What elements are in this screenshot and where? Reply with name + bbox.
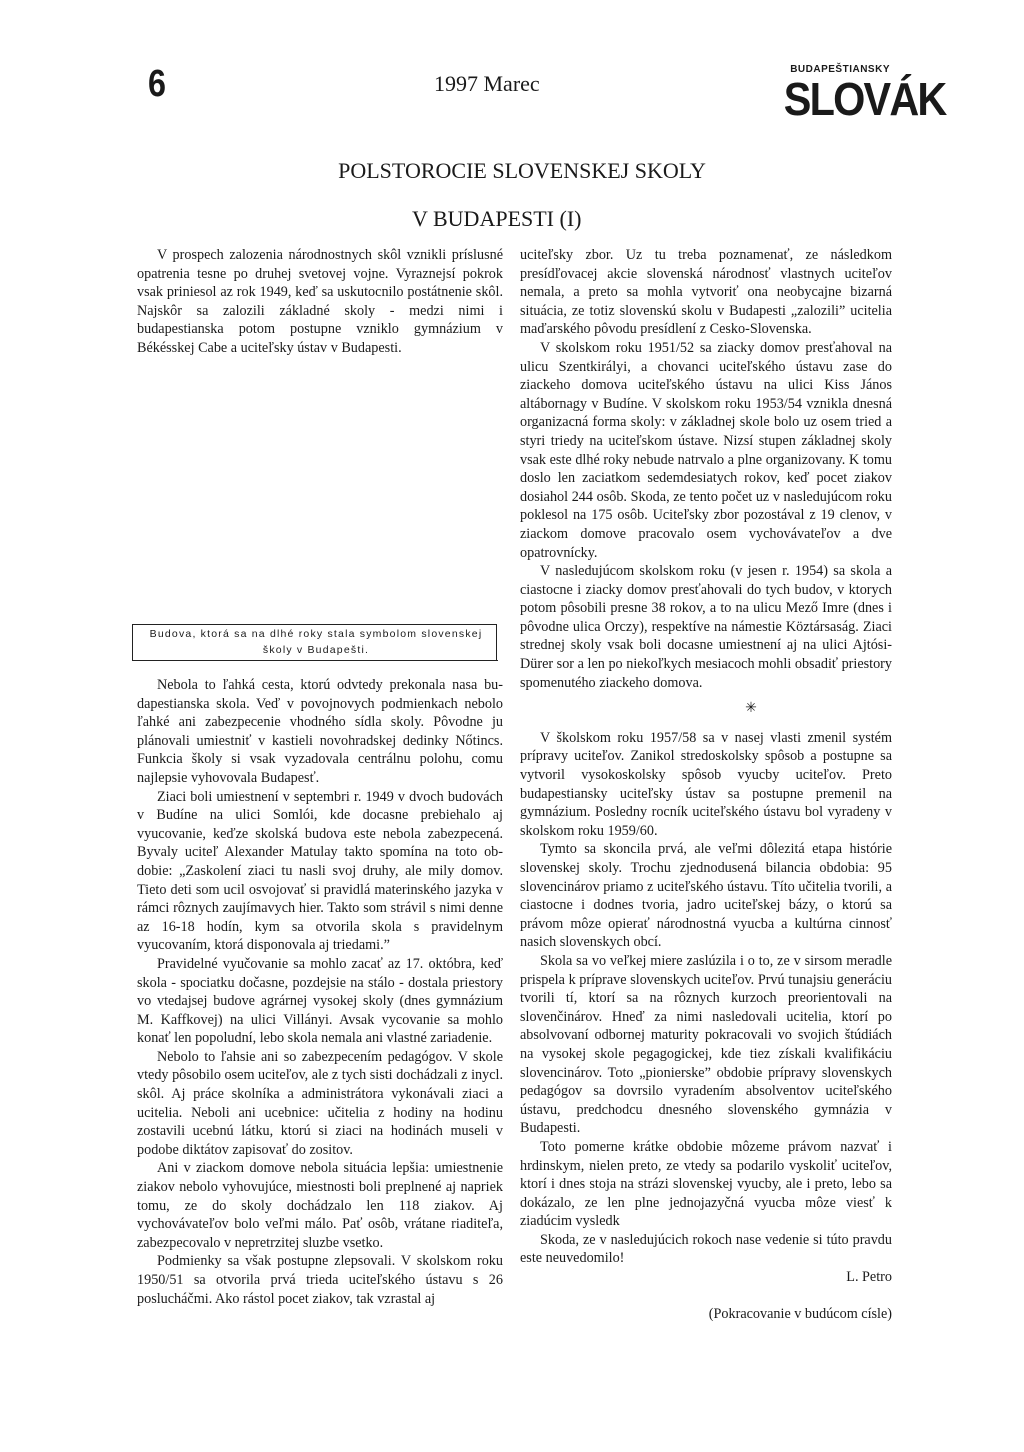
body-paragraph: Podmienky sa však postupne zlepsovali. V skolskom roku 1950/51 sa otvorila prvá trieda uciteľského ústavu s 26 poslucháčmi. Ako rástol pocet ziakov, tak vzrastal aj [137, 1253, 503, 1307]
body-paragraph: V skolskom roku 1951/52 sa ziacky domov presťahoval na ulicu Szentkirályi, a chovanci uciteľského ústavu zase do ziackeho domova uciteľského ústavu na ulici Kiss János altábornagy v Budíne. V skolskom roku 1953/54 vznikla dnesná organizacná forma skoly: v základnej skole bolo uz osem tried a styri triedy na uciteľskom ústave. Nizsí stupen základnej skoly vsak este dlhé roky nebude natrvalo a plne organizovany. K tomu doslo len zaciatkom sedemdesiatych rokov, keď pocet ziakov dosiahol 244 osôb. Skoda, ze tento počet uz v nasledujúcom roku poklesol na 175 osôb. Uciteľsky zbor pozostával z 19 clenov, v ziackom domove pracovalo osem vychovávateľov a dve opatrovnícky. [520, 339, 892, 561]
left-intro-column [137, 246, 503, 358]
body-paragraph: Ani v ziackom domove nebola situácia lepšia: umiestnenie ziakov nebolo vyhovujúce, miestnosti boli preplnené aj napriek tomu, ze do skoly dochádzalo len 118 ziakov. Aj vychovávateľov bolo veľmi málo. Pať osôb, vrátane riaditeľa, zabezpecovalo v nepretrzitej sluzbe vsetko. [137, 1160, 503, 1251]
article-title-line1: POLSTOROCIE SLOVENSKEJ SKOLY [338, 158, 706, 183]
building-photo [132, 372, 502, 622]
page-number: 6 [148, 63, 166, 105]
body-paragraph: Ziaci boli umiestnení v septembri r. 1949 v dvoch budovách v Budíne na ulici Somlói, kde docasne prebiehalo aj vyucovanie, keďze skolská budova este nebola zabezpecená. Byvaly uciteľ Alexander Matulay takto spomína na toto obdobie: „Zaskolení ziaci tu nasli svoj druhy, ale mily domov. Tieto deti som ucil osvojovať si pravidlá materinského jazyka v rámci rôznych zaujímavych hier. Takto som strávil s nimi denne az 16-18 hodín, kym sa otvorila skola s pravidelnym vyucovaním, ktorá disponovala aj triedami.” [137, 788, 503, 954]
masthead-tagline: BUDAPEŠTIANSKY [790, 64, 890, 75]
continued-note: (Pokracovanie v budúcom císle) [708, 1305, 892, 1322]
author-signature: L. Petro [846, 1269, 892, 1286]
article-title-line2: V BUDAPESTI (I) [412, 206, 582, 231]
section-separator-icon: ✳ [745, 701, 757, 717]
body-paragraph: uciteľsky zbor. Uz tu treba poznamenať, ze následkom presídľovacej akcie slovenská národnosť vlastnych uciteľov nemala, a preto sa mohla vytvoriť ona neobycajne bizarná situácia, ze totiz slovenskú skolu v Budapesti „zalozili” ucitelia maďarského pôvodu presídlení z Cesko-Slovenska. [520, 247, 892, 338]
body-paragraph: V nasledujúcom skolskom roku (v jesen r. 1954) sa skola a ciastocne i ziacky domov presťahovali do tych budov, v ktorych potom pôsobili presne 38 rokov, a to na ulicu Mező Imre (dnes i pôvodne ulica Orczy), respektíve na námestie Köztársaság. Ziaci strednej skoly vsak boli docasne umiestnení aj na ulici Ajtósi-Dürer sor a len po niekoľkych mesiacoch mohli obsadiť priestory spomenutého ziackeho domova. [520, 563, 892, 691]
body-paragraph: Skola sa vo veľkej miere zaslúzila i o to, ze v sirsom meradle prispela k príprave slovenskych uciteľov. Prvú tunajsiu generáciu tvorili tí, ktorí sa na rôznych kurzoch preorientovali na slovenčinárov. Hneď za nimi nasledovali ucitelia, ktorí po absolvovaní odbornej maturity pokracovali vo svojich štúdiách na vysokej skole pegagogickej, kde tiez získali kvalifikáciu slovencinárov. Toto „pionierske” obdobie prípravy slovenskych pedagógov sa dovrsilo vyradením absolventov uciteľského ústavu, predchodcu dnesného slovenského gymnázia v Budapesti. [520, 952, 892, 1137]
left-body-column [137, 676, 503, 1308]
body-paragraph: Toto pomerne krátke obdobie môzeme právom nazvať i hrdinskym, nielen preto, ze vtedy sa podarilo vyskoliť uciteľov, ktorí i dnes stoja na strázi slovenskej vyucby, ale i preto, lebo sa dokázalo, ze len plne jednojazyčná vyucba môze viesť k ziadúcim vysledk [520, 1138, 892, 1230]
body-paragraph: Nebolo to ľahsie ani so zabezpecením pedagógov. V skole vtedy pôsobilo osem uciteľov, ale z tych sisti dochádzali z inycl. skôl. Aj práce skolníka a administrátora vykonávali ziaci a ucitelia. Neboli ani ucebnice: učitelia z hodiny na hodinu zostavili ucebnú látku, ktorú si ziaci na hodinách museli v podobe diktátov zapisovať do zositov. [137, 1048, 503, 1158]
body-paragraph: Tymto sa skoncila prvá, ale veľmi dôlezitá etapa histórie slovenskej skoly. Trochu zjednodusená bilancia obdobia: 95 slovencinárov priamo z uciteľského ústavu. Títo učitelia tvorili, a ciastocne i dodnes tvoria, jadro uciteľskej bázy, o ktorú sa právom môze opierať národnostná vyucba a kultúrna cinnosť nasich slovenskych obcí. [520, 841, 892, 951]
right-body-column [520, 246, 892, 1323]
body-paragraph: Pravidelné vyučovanie sa mohlo zacať az 17. októbra, keď skola - spociatku dočasne, pozdejsie na stálo - dostala priestory vo vtedajsej budove agrárnej vysokej skoly (dnes gymnázium M. Kaffkovej) na ulici Villányi. Avsak vycovanie sa mohlo konať len popoludní, lebo skola nemala ani vlastné zariadenie. [137, 955, 503, 1047]
body-paragraph: Skoda, ze v nasledujúcich rokoch nase vedenie si túto pravdu este neuvedomilo! [520, 1231, 892, 1267]
photo-caption: Budova, ktorá sa na dlhé roky stala symbolom slovenskej školy v Budapešti. [149, 628, 483, 656]
caption-rule [132, 660, 498, 661]
masthead-logo: SLOVÁK [783, 73, 946, 125]
body-paragraph: V školskom roku 1957/58 sa v nasej vlasti zmenil systém prípravy uciteľov. Zanikol stredoskolsky spôsob a postupne sa vytvoril vysokoskolsky spôsob vyucby uciteľov. Preto budapestiansky uciteľsky ústav sa postupne premenil na gymnázium. Posledny rocník uciteľského ústavu bol vyradeny v skolskom roku 1959/60. [520, 729, 892, 839]
intro-paragraph: V prospech zalozenia národnostnych skôl vznikli príslusné opatrenia tesne po druhej svetovej vojne. Vyraznejsí pokrok vsak priniesol az rok 1949, keď sa uskutocnilo postátnenie skôl. Najskôr sa zalozili základné skoly - medzi nimi i budapestianska potom postupne vzniklo gymnázium v Békésskej Cabe a uciteľsky ústav v Budapesti. [137, 247, 503, 356]
body-paragraph: Nebola to ľahká cesta, ktorú odvtedy prekonala nasa budapestianska skola. Veď v povojnovych podmienkach nebolo ľahké ani zabezpecenie vhodného sídla skoly. Pôvodne ju plánovali umiestniť v kastieli novohradskej dedinky Nőtincs. Funkcia školy si vsak vyzadovala centrálnu polohu, comu najlepsie vyhovovala Budapesť. [137, 677, 503, 786]
issue-date: 1997 Marec [434, 71, 540, 96]
